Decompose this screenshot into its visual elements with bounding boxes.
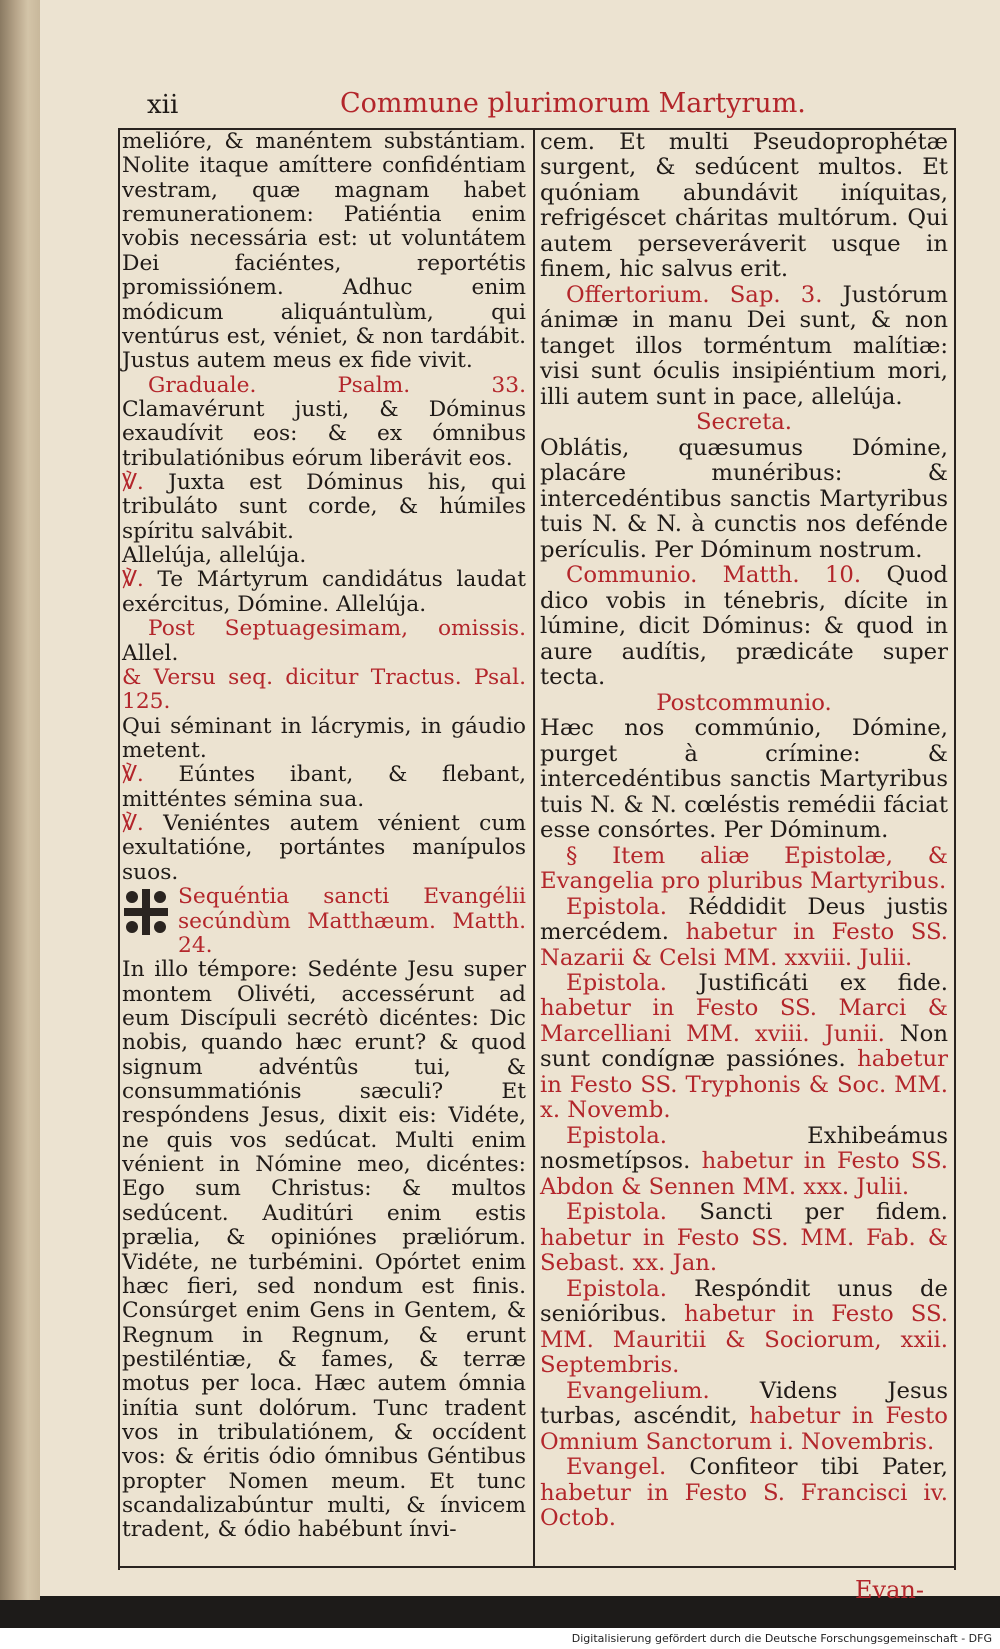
gospel-continuation: cem. Et multi Pseudoprophétæ surgent, & sedúcent multos. Et quóniam abundávit iníquitas, refrigéscet cháritas multórum. Qui autem perseveráverit usque in finem, hic salvus erit.: [540, 129, 948, 283]
entry-reference: habetur in Festo SS. Tryphonis & Soc. MM. x. Novemb.: [540, 1046, 948, 1124]
running-head: Commune plurimorum Martyrum.: [340, 88, 806, 119]
epistle-entry-2: [540, 971, 948, 1124]
offertorium-text: Justórum ánimæ in manu Dei sunt, & non tanget illos torméntum malítiæ: visi sunt óculis insipiéntium mori, illi autem sunt in pace, allelúja.: [540, 281, 948, 410]
communio-text: Quod dico vobis in ténebris, dícite in lúmine, dicit Dóminus: & quod in aure audítis, prædicáte super tecta.: [540, 562, 949, 691]
versicle-3: [122, 763, 526, 812]
epistle-entry-5: [540, 1277, 948, 1379]
entry-label: Evangelium.: [566, 1377, 710, 1404]
entry-label: Epistola.: [566, 969, 668, 996]
entry-incipit: Videns Jesus turbas, ascéndit,: [540, 1377, 948, 1430]
versicle-2: [122, 568, 526, 617]
versicle-4: [122, 812, 526, 885]
sequentia-ref: Matth. 24.: [178, 908, 526, 958]
entry-incipit: Respóndit unus de senióribus.: [540, 1275, 949, 1328]
entry-incipit: Exhibeámus nosmetípsos.: [540, 1122, 948, 1175]
versicle-1-text: Juxta est Dóminus his, qui tribuláto sunt corde, & húmiles spíritu salvábit.: [122, 470, 526, 544]
catchword: Evan-: [855, 1576, 924, 1604]
entry-reference: habetur in Festo SS. Marci & Marcelliani MM. xviii. Junii.: [540, 995, 948, 1047]
entry-reference: habetur in Festo S. Francisci iv. Octob.: [540, 1479, 948, 1532]
graduale-text: Clamavérunt justi, & Dóminus exaudívit eos: & ex ómnibus tribulatiónibus eórum liberávit eos.: [122, 396, 526, 471]
right-column: [540, 130, 948, 1532]
book-edge: [0, 0, 40, 1600]
post-septuagesimam-allel: Allel.: [122, 640, 179, 666]
left-column: [122, 130, 526, 1543]
entry-incipit: Réddidit Deus justis mercédem.: [540, 893, 949, 946]
versicle-1: [122, 471, 526, 544]
versicle-4-text: Veniéntes autem vénient cum exultatióne, portántes manípulos suos.: [122, 811, 526, 885]
graduale-label: Graduale. Psalm. 33.: [148, 372, 526, 398]
versicle-2-text: Te Mártyrum candidátus laudat exércitus, Dómine. Allelúja.: [122, 567, 526, 617]
gospel-entry-1: [540, 1379, 948, 1455]
secreta-heading: Secreta.: [695, 409, 793, 436]
item-heading: § Item aliæ Epistolæ, & Evangelia pro pluribus Martyribus.: [540, 842, 948, 895]
gospel-entry-2: [540, 1455, 948, 1531]
postcommunio-heading: Postcommunio.: [656, 689, 832, 716]
epistle-entry-4: [540, 1200, 948, 1276]
secreta-text: Oblátis, quæsumus Dómine, placáre munéribus: & intercedéntibus sanctis Martyribus tuis N. & N. à cunctis nos defénde perículis. Per Dóminum nostrum.: [540, 434, 948, 563]
entry-reference: habetur in Festo SS. Abdon & Sennen MM. xxx. Julii.: [540, 1148, 948, 1200]
versicle-symbol: ℣.: [122, 811, 144, 837]
versicle-3-text: Eúntes ibant, & flebant, mitténtes sémina sua.: [122, 762, 526, 812]
versicle-symbol: ℣.: [122, 567, 144, 593]
post-septuagesimam-label: Post Septuagesimam, omissis.: [148, 616, 526, 642]
entry-label: Epistola.: [566, 1122, 668, 1149]
page-number: xii: [147, 90, 179, 120]
communio: [540, 563, 948, 690]
entry-incipit: Confiteor tibi Pater,: [689, 1454, 949, 1481]
tractus-text: Qui séminant in lácrymis, in gáudio metent.: [122, 713, 526, 763]
cross-ornament-icon: [122, 887, 170, 937]
communio-label: Communio. Matth. 10.: [566, 562, 862, 589]
offertorium: [540, 283, 948, 410]
column-rule: [533, 128, 535, 1568]
sequentia-label: Sequéntia sancti Evangélii secúndùm Matthæum.: [178, 884, 526, 934]
dfg-credit: Digitalisierung gefördert durch die Deutsche Forschungsgemeinschaft - DFG: [571, 1632, 992, 1645]
entry-reference: habetur in Festo SS. MM. Fab. & Sebast. xx. Jan.: [540, 1224, 948, 1277]
entry-reference: habetur in Festo Omnium Sanctorum i. Novembris.: [540, 1403, 948, 1455]
gospel-text: In illo témpore: Sedénte Jesu super montem Olivéti, accessérunt ad eum Discípuli secrétò dicéntes: Dic nobis, quando hæc erunt? & quod signum advéntûs tui, & consummatiónis sæculi? Et respóndens Jesus, dixit eis: Vidéte, ne quis vos sedúcat. Multi enim vénient in Nómine meo, dicéntes: Ego sum Christus: & multos sedúcent. Auditúri enim estis prælia, & opiniónes præliórum. Vidéte, ne turbémini. Opórtet enim hæc fieri, sed nondum est finis. Consúrget enim Gens in Gentem, & Regnum in Regnum, & erunt pestiléntiæ, & fames, & terræ motus per loca. Hæc autem ómnia inítia sunt dolórum. Tunc tradent vos in tribulatiónem, & occídent vos: & éritis ódio ómnibus Géntibus propter Nomen meum. Et tunc scandalizabúntur multi, & ínvicem tradent, & ódio habébunt ínvi-: [122, 957, 526, 1543]
entry-reference: habetur in Festo SS. MM. Mauritii & Sociorum, xxii. Septembris.: [540, 1301, 949, 1379]
tractus-rubric: & Versu seq. dicitur Tractus. Psal. 125.: [122, 664, 526, 715]
versicle-symbol: ℣.: [122, 762, 144, 788]
epistle-entry-3: [540, 1124, 948, 1200]
entry-incipit: Justificáti ex fide.: [698, 969, 949, 996]
entry-label: Epistola.: [566, 1199, 668, 1226]
alleluia: Allelúja, allelúja.: [122, 543, 307, 569]
entry-reference: habetur in Festo SS. Nazarii & Celsi MM. xxviii. Julii.: [540, 919, 948, 971]
offertorium-label: Offertorium. Sap. 3.: [566, 281, 823, 308]
entry-incipit: Sancti per fidem.: [699, 1199, 948, 1226]
sequentia: [122, 885, 526, 958]
entry-label: Evangel.: [566, 1454, 667, 1481]
epistle-entry-1: [540, 895, 948, 971]
graduale: [122, 374, 526, 471]
entry-incipit: Non sunt condígnæ passiónes.: [540, 1020, 948, 1073]
postcommunio-text: Hæc nos commúnio, Dómine, purget à crímine: & intercedéntibus sanctis Martyribus tuis N. & N. cœléstis remédii fáciat esse consórtes. Per Dóminum.: [540, 715, 948, 844]
frame-bottom-rule: [118, 1566, 954, 1568]
epistle-continuation: melióre, & manéntem substántiam. Nolite itaque amíttere confidéntiam vestram, quæ magnam habet remunerationem: Patiéntia enim vobis necessária est: ut voluntátem Dei faciéntes, reportétis promissiónem. Adhuc enim módicum aliquántulùm, qui ventúrus est, véniet, & non tardábit. Justus autem meus ex fide vivit.: [122, 129, 526, 374]
entry-label: Epistola.: [566, 1275, 668, 1302]
entry-label: Epistola.: [566, 893, 668, 920]
versicle-symbol: ℣.: [122, 470, 144, 496]
post-septuagesimam: [122, 617, 526, 666]
